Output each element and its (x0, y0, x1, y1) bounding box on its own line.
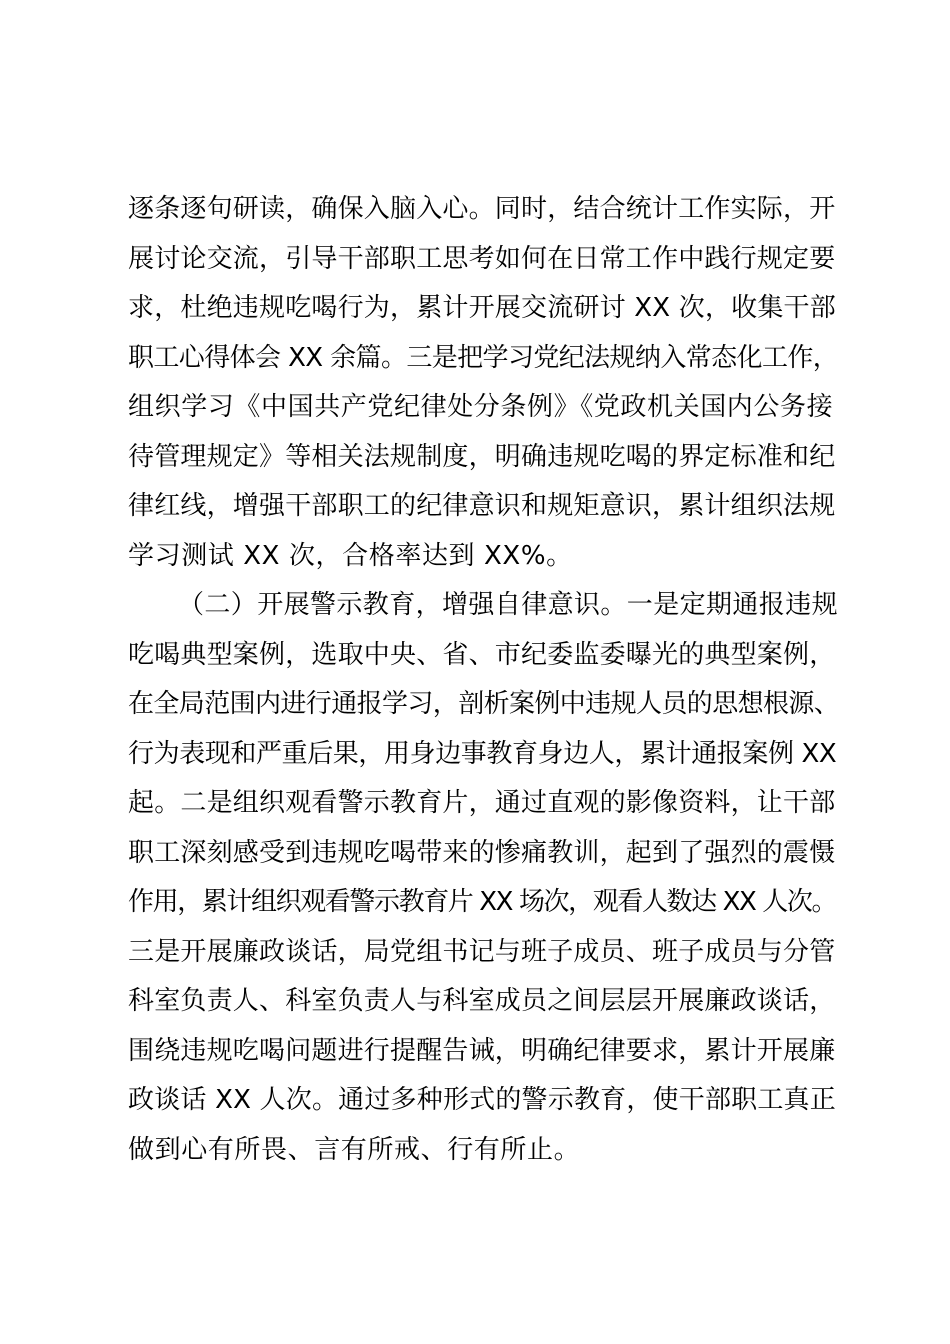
text-line: 职工深刻感受到违规吃喝带来的惨痛教训，起到了强烈的震慑 (128, 837, 836, 868)
text-line: 围绕违规吃喝问题进行提醒告诫，明确纪律要求，累计开展廉 (128, 1035, 836, 1066)
text-line: 逐条逐句研读，确保入脑入心。同时，结合统计工作实际，开 (128, 194, 836, 224)
text-line: 做到心有所畏、言有所戒、行有所止。 (128, 1134, 581, 1165)
text-line: 起。二是组织观看警示教育片，通过直观的影像资料，让干部 (128, 788, 836, 818)
text-line: 求，杜绝违规吃喝行为，累计开展交流研讨 XX 次，收集干部 (128, 293, 836, 323)
text-line: 在全局范围内进行通报学习，剖析案例中违规人员的思想根源、 (128, 689, 840, 719)
text-line: 科室负责人、科室负责人与科室成员之间层层开展廉政谈话， (128, 986, 836, 1016)
text-line: 职工心得体会 XX 余篇。三是把学习党纪法规纳入常态化工作， (128, 342, 839, 373)
text-line: 待管理规定》等相关法规制度，明确违规吃喝的界定标准和纪 (128, 441, 836, 472)
body-text (128, 185, 840, 1175)
text-line: 吃喝典型案例，选取中央、省、市纪委监委曝光的典型案例， (128, 639, 836, 670)
text-line: （二）开展警示教育，增强自律意识。一是定期通报违规 (178, 590, 839, 620)
text-line: 行为表现和严重后果，用身边事教育身边人，累计通报案例 XX (128, 738, 837, 769)
text-line: 组织学习《中国共产党纪律处分条例》《党政机关国内公务接 (128, 392, 834, 422)
text-line: 律红线，增强干部职工的纪律意识和规矩意识，累计组织法规 (128, 491, 836, 521)
text-line: 政谈话 XX 人次。通过多种形式的警示教育，使干部职工真正 (128, 1085, 836, 1115)
text-line: 三是开展廉政谈话，局党组书记与班子成员、班子成员与分管 (128, 936, 836, 967)
text-line: 作用，累计组织观看警示教育片 XX 场次，观看人数达 XX 人次。 (128, 887, 837, 917)
text-line: 学习测试 XX 次，合格率达到 XX%。 (128, 540, 573, 571)
text-line: 展讨论交流，引导干部职工思考如何在日常工作中践行规定要 (128, 243, 836, 274)
